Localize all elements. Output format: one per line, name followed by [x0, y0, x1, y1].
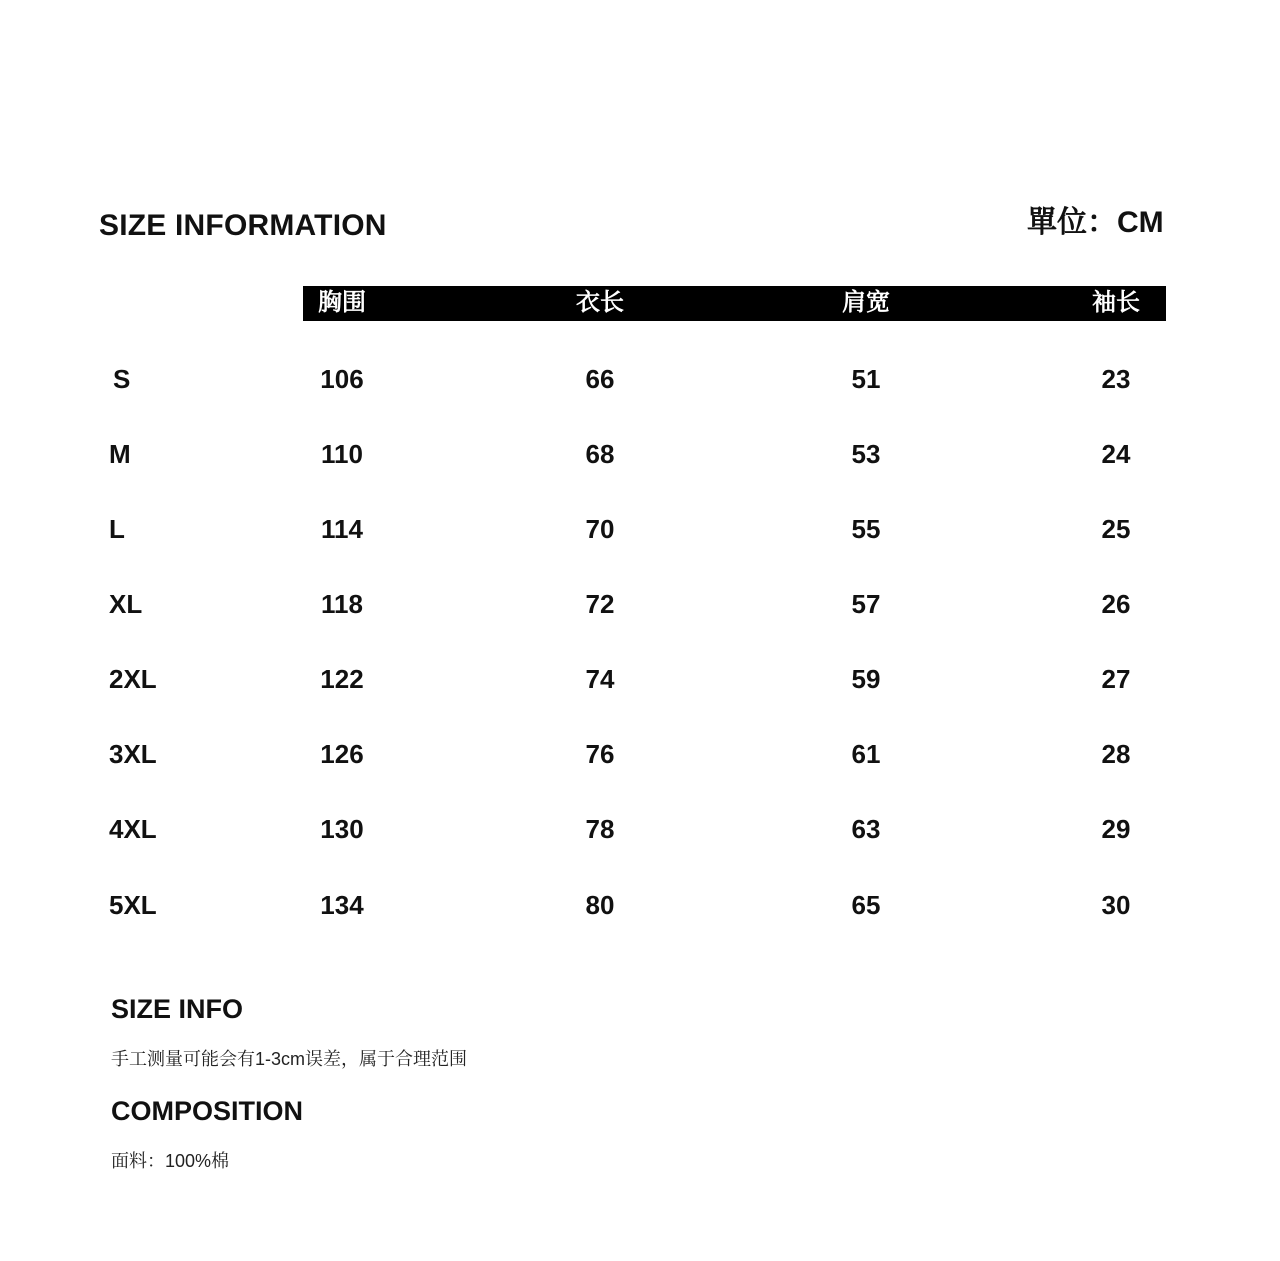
header-cell-sleeve: 袖长	[1092, 289, 1140, 316]
size-label: 4XL	[109, 814, 157, 844]
sleeve-value: 25	[1101, 514, 1131, 544]
chest-value: 106	[320, 364, 364, 394]
sleeve-value: 28	[1101, 739, 1131, 769]
table-row	[0, 661, 1280, 697]
table-row	[0, 436, 1280, 472]
size-label: 5XL	[109, 890, 157, 920]
size-info-note: 手工测量可能会有1-3cm误差，属于合理范围	[111, 1049, 468, 1069]
shoulder-value: 55	[851, 514, 881, 544]
chest-value: 134	[320, 890, 364, 920]
header-cell-length: 衣长	[576, 289, 624, 316]
table-row	[0, 887, 1280, 923]
size-label: 2XL	[109, 664, 157, 694]
length-value: 78	[585, 814, 615, 844]
shoulder-value: 51	[851, 364, 881, 394]
size-info-heading: SIZE INFO	[111, 994, 244, 1024]
size-label: M	[109, 439, 131, 469]
length-value: 66	[585, 364, 615, 394]
composition-note: 面料：100%棉	[111, 1151, 230, 1171]
chest-value: 130	[320, 814, 364, 844]
size-label: XL	[109, 589, 143, 619]
table-row	[0, 811, 1280, 847]
length-value: 76	[585, 739, 615, 769]
length-value: 70	[585, 514, 615, 544]
shoulder-value: 53	[851, 439, 881, 469]
shoulder-value: 63	[851, 814, 881, 844]
length-value: 80	[585, 890, 615, 920]
chest-value: 114	[321, 514, 363, 544]
composition-heading: COMPOSITION	[111, 1096, 304, 1126]
chest-value: 122	[320, 664, 364, 694]
chest-value: 118	[321, 589, 363, 619]
sleeve-value: 27	[1101, 664, 1131, 694]
shoulder-value: 59	[851, 664, 881, 694]
shoulder-value: 57	[851, 589, 881, 619]
table-row	[0, 511, 1280, 547]
page-title: SIZE INFORMATION	[99, 209, 387, 242]
chest-value: 110	[321, 439, 363, 469]
size-label: S	[113, 364, 131, 394]
size-label: 3XL	[109, 739, 157, 769]
length-value: 74	[585, 664, 615, 694]
shoulder-value: 65	[851, 890, 881, 920]
size-label: L	[109, 514, 125, 544]
table-row	[0, 361, 1280, 397]
unit-label: 單位：CM	[1027, 206, 1164, 239]
sleeve-value: 29	[1101, 814, 1131, 844]
sleeve-value: 23	[1101, 364, 1131, 394]
header-cell-chest: 胸围	[318, 289, 366, 316]
length-value: 68	[585, 439, 615, 469]
length-value: 72	[585, 589, 615, 619]
header-cell-shoulder: 肩宽	[842, 289, 890, 316]
sleeve-value: 30	[1101, 890, 1131, 920]
chest-value: 126	[320, 739, 364, 769]
table-row	[0, 586, 1280, 622]
sleeve-value: 26	[1101, 589, 1131, 619]
table-row	[0, 736, 1280, 772]
table-header	[303, 286, 1166, 321]
sleeve-value: 24	[1101, 439, 1131, 469]
shoulder-value: 61	[851, 739, 881, 769]
